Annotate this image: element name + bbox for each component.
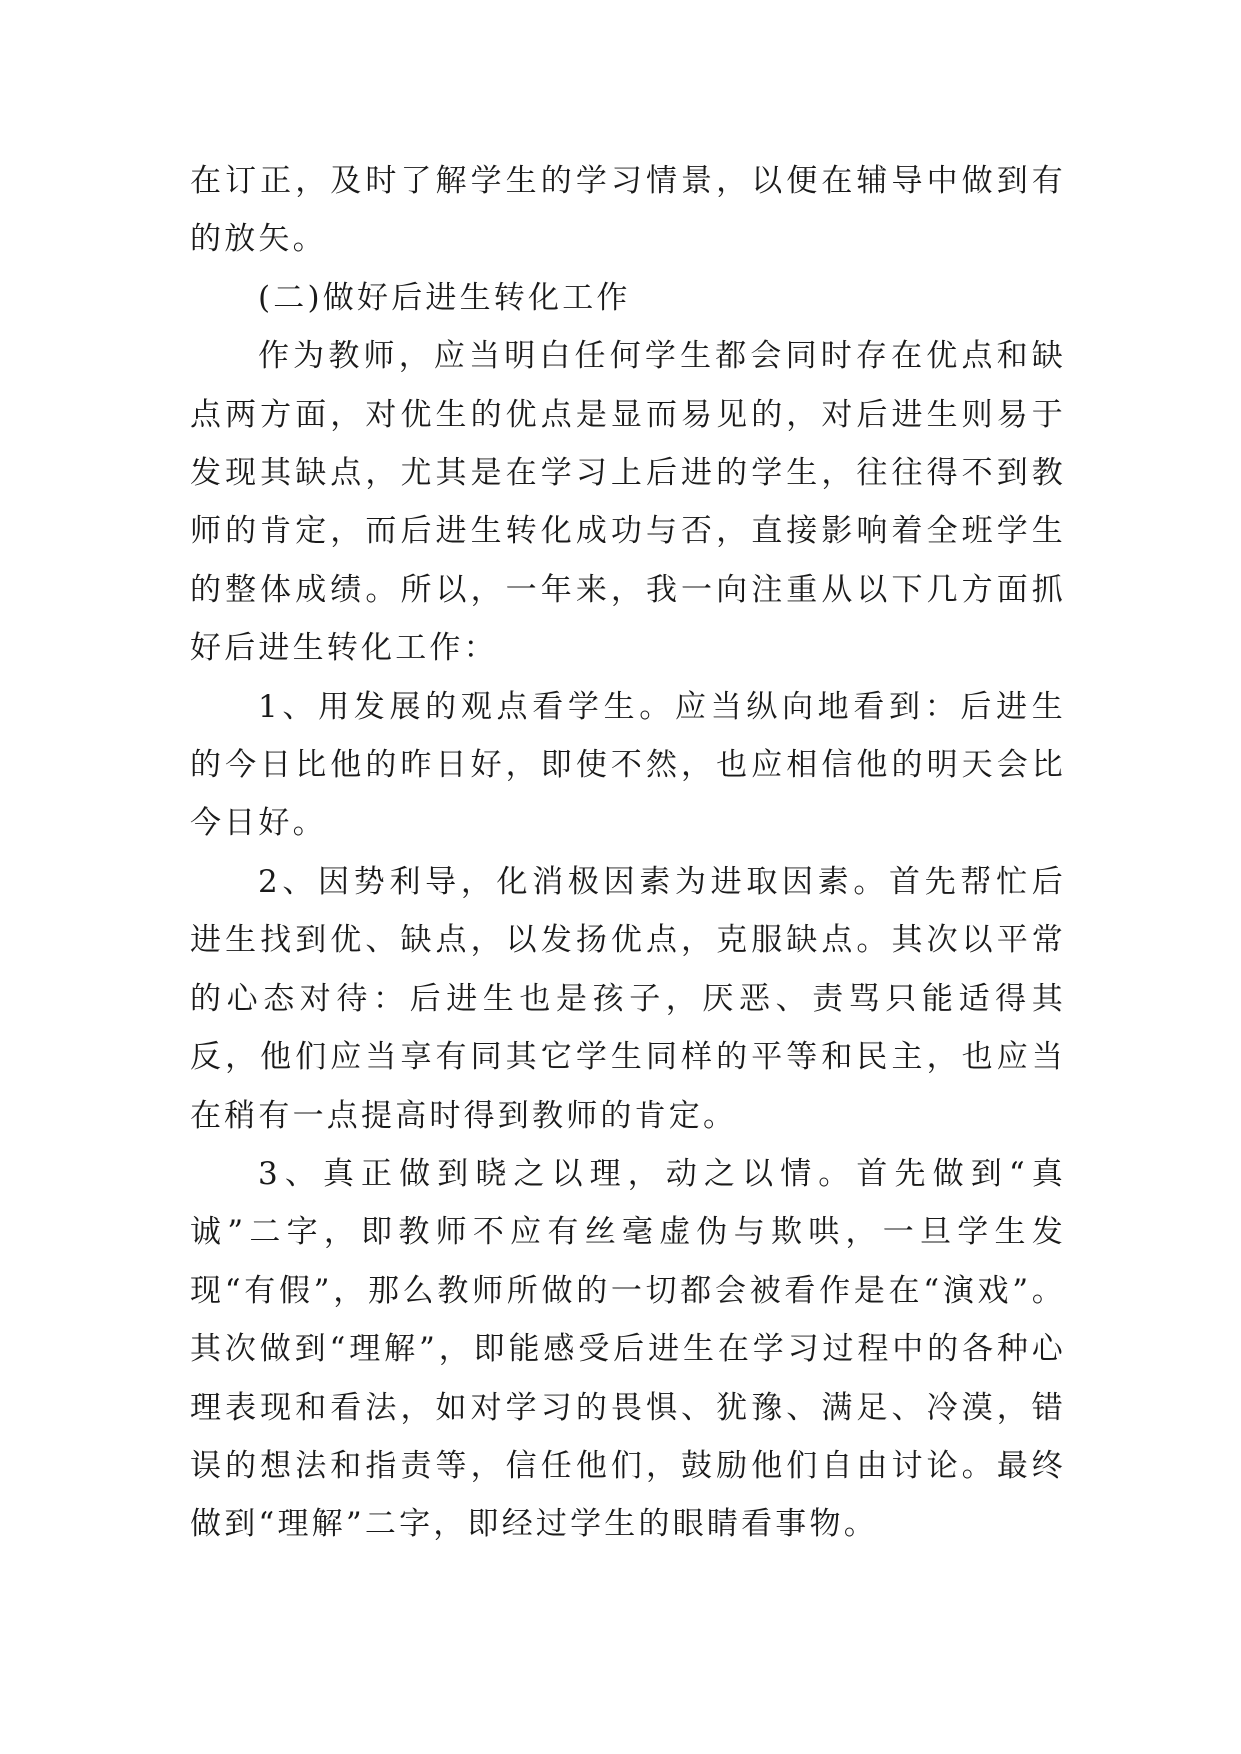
list-item-2: 2、因势利导，化消极因素为进取因素。首先帮忙后进生找到优、缺点，以发扬优点，克服缺点。其次以平常的心态对待：后进生也是孩子，厌恶、责骂只能适得其反，他们应当享有同其它学生同样的平等和民主，也应当在稍有一点提高时得到教师的肯定。 [190, 863, 1066, 1134]
section-heading: (二)做好后进生转化工作 [258, 279, 631, 316]
list-item-1: 1、用发展的观点看学生。应当纵向地看到：后进生的今日比他的昨日好，即使不然，也应相信他的明天会比今日好。 [190, 688, 1066, 842]
list-item-3: 3、真正做到晓之以理，动之以情。首先做到“真诚”二字，即教师不应有丝毫虚伪与欺哄，一旦学生发现“有假”，那么教师所做的一切都会被看作是在“演戏”。其次做到“理解”，即能感受后进生在学习过程中的各种心理表现和看法，如对学习的畏惧、犹豫、满足、冷漠，错误的想法和指责等，信任他们，鼓励他们自由讨论。最终做到“理解”二字，即经过学生的眼睛看事物。 [190, 1155, 1066, 1543]
document-body [190, 152, 1066, 1554]
paragraph-continuation: 在订正，及时了解学生的学习情景，以便在辅导中做到有的放矢。 [190, 163, 1066, 258]
paragraph-intro: 作为教师，应当明白任何学生都会同时存在优点和缺点两方面，对优生的优点是显而易见的，对后进生则易于发现其缺点，尤其是在学习上后进的学生，往往得不到教师的肯定，而后进生转化成功与否，直接影响着全班学生的整体成绩。所以，一年来，我一向注重从以下几方面抓好后进生转化工作： [190, 338, 1066, 667]
